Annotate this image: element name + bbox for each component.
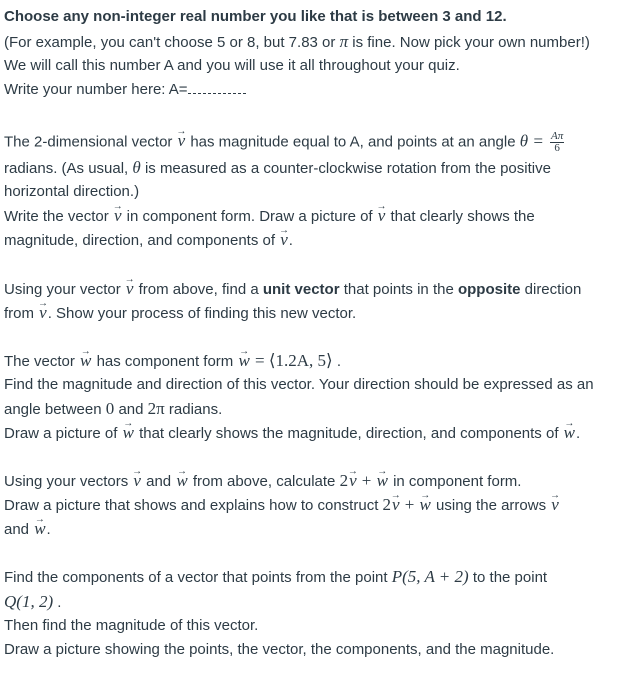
two-pi: 2π [147,399,165,418]
answer-blank [188,83,246,94]
point-p: P(5, A + 2) [391,567,469,586]
vector-w: → w [175,471,188,491]
q3-line2: Find the magnitude and direction of this vector. Your direction should be expressed as an [4,376,594,393]
q3-line1: The vector → w has component form → w = ⟨1.2A, 5⟩ . [4,351,341,372]
vector-v: → v [377,206,387,226]
theta-equals: θ = [519,131,544,151]
q5-line2: Q(1, 2) . [4,592,62,611]
q2-line1: Using your vector → v from above, find a unit vector that points in the opposite direction [4,279,581,300]
vector-w: → w [33,519,46,539]
angle-fraction: $\frac{A\pi}{6}$ [550,130,564,154]
q4-line3: and → w. [4,519,51,540]
q1-line3: horizontal direction.) [4,183,140,200]
vector-v: → v [391,495,401,515]
vector-v: → v [38,303,48,323]
opposite-term: opposite [457,281,521,298]
vector-v: → v [125,279,135,299]
q1-line2: radians. (As usual, θ is measured as a counter-clockwise rotation from the positive [4,158,551,177]
q3-line4: Draw a picture of → w that clearly shows the magnitude, direction, and components of → w. [4,423,580,444]
q5-line3: Then find the magnitude of this vector. [4,617,259,634]
q1-line4: Write the vector → v in component form. Draw a picture of → v that clearly shows the [4,206,535,227]
q5-line4: Draw a picture showing the points, the vector, the components, and the magnitude. [4,641,555,658]
vector-w: → w [122,423,135,443]
intro-heading: Choose any non-integer real number you like that is between 3 and 12. [4,8,507,25]
vector-w: → w [419,495,432,515]
intro-example: (For example, you can't choose 5 or 8, but 7.83 or π is fine. Now pick your own number!) [4,32,590,51]
vector-w: → w [376,471,389,491]
q2-line2: from → v. Show your process of finding this new vector. [4,303,356,324]
pi-symbol: π [339,32,349,51]
unit-vector-term: unit vector [262,281,340,298]
vector-v: → v [177,131,187,151]
vector-v: → v [113,206,123,226]
vector-w: → w [563,423,576,443]
intro-write-here: Write your number here: A= [4,80,246,100]
q1-line5: magnitude, direction, and components of → v. [4,230,293,251]
q3-line3: angle between 0 and 2π radians. [4,399,223,418]
w-component-form: = ⟨1.2A, 5⟩ [255,351,333,370]
q5-line1: Find the components of a vector that points from the point P(5, A + 2) to the point [4,567,548,586]
theta-symbol: θ [132,158,141,177]
q4-line2: Draw a picture that shows and explains how to construct 2→ v + → w using the arrows → v [4,495,560,516]
vector-v: → v [348,471,358,491]
q4-line1: Using your vectors → v and → w from above, calculate 2→ v + → w in component form. [4,471,521,492]
vector-v: → v [132,471,142,491]
vector-w: → w [79,351,92,371]
intro-call-it: We will call this number A and you will use it all throughout your quiz. [4,57,460,74]
vector-v: → v [279,230,289,250]
zero: 0 [105,399,115,418]
point-q: Q(1, 2) [4,592,54,611]
vector-w: → w [237,351,250,371]
vector-v: → v [550,495,560,515]
q1-line1: The 2-dimensional vector → v has magnitude equal to A, and points at an angle θ = $\frac{A\pi}{6}$ [4,131,564,154]
